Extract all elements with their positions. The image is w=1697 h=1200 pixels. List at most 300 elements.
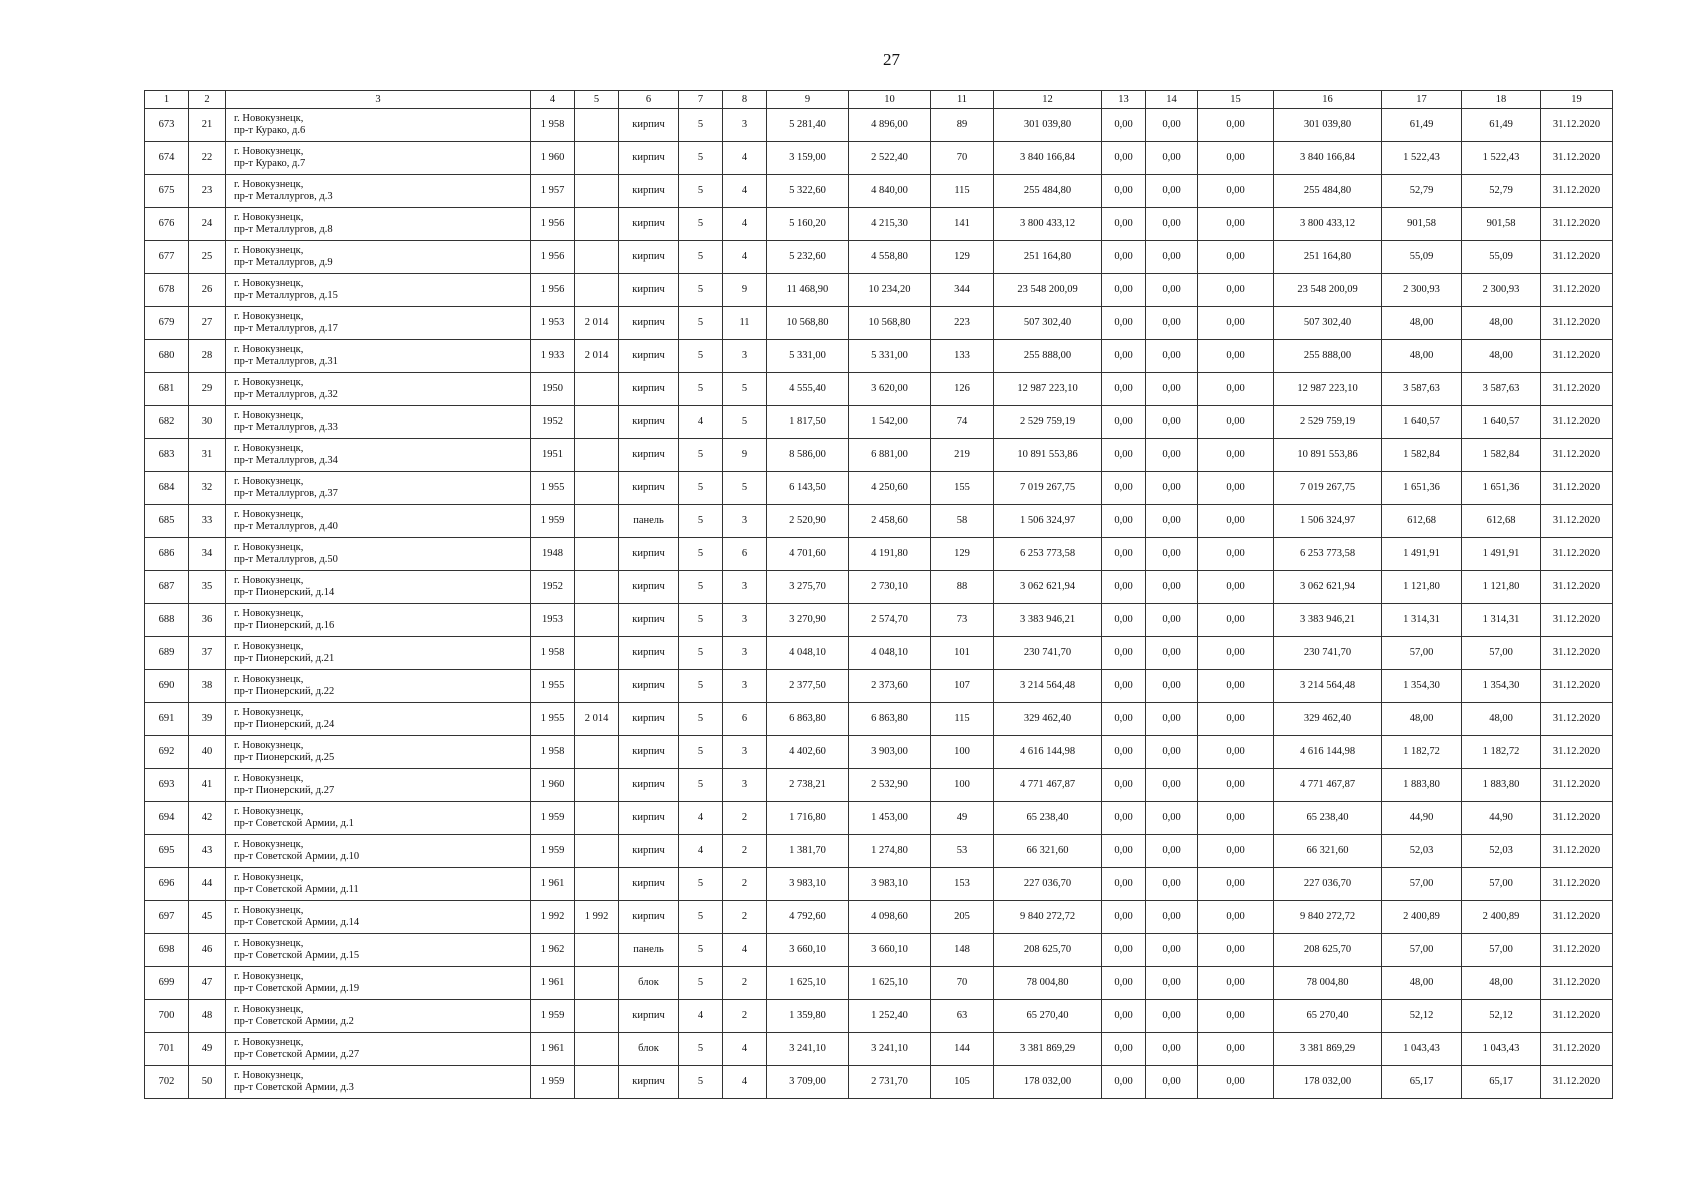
table-cell: 0,00	[1198, 967, 1274, 1000]
table-cell	[575, 241, 619, 274]
table-cell: 3	[723, 109, 767, 142]
table-cell: 3 587,63	[1382, 373, 1462, 406]
table-cell: 4 771 467,87	[1274, 769, 1382, 802]
column-header-16: 16	[1274, 91, 1382, 109]
table-cell: кирпич	[619, 1066, 679, 1099]
table-cell: 0,00	[1102, 571, 1146, 604]
table-cell: 0,00	[1102, 274, 1146, 307]
table-cell: 105	[931, 1066, 994, 1099]
table-cell: 0,00	[1102, 439, 1146, 472]
table-cell: 3	[723, 505, 767, 538]
table-cell: 66 321,60	[1274, 835, 1382, 868]
table-cell: 3 159,00	[767, 142, 849, 175]
table-cell: 2 738,21	[767, 769, 849, 802]
table-cell: панель	[619, 934, 679, 967]
table-cell: 5	[679, 769, 723, 802]
table-cell: 129	[931, 241, 994, 274]
table-cell: 9 840 272,72	[1274, 901, 1382, 934]
table-cell: 1 582,84	[1382, 439, 1462, 472]
table-cell: 50	[189, 1066, 226, 1099]
table-cell: кирпич	[619, 109, 679, 142]
table-cell: 1 959	[531, 1000, 575, 1033]
table-cell: 48,00	[1462, 340, 1541, 373]
table-cell: 46	[189, 934, 226, 967]
table-cell: 153	[931, 868, 994, 901]
table-cell: 48,00	[1382, 340, 1462, 373]
table-cell: 255 888,00	[994, 340, 1102, 373]
table-cell: 89	[931, 109, 994, 142]
address-cell: г. Новокузнецк, пр-т Советской Армии, д.27	[226, 1033, 531, 1066]
table-cell: 0,00	[1198, 538, 1274, 571]
column-header-7: 7	[679, 91, 723, 109]
table-cell: 1952	[531, 406, 575, 439]
table-cell: 3 062 621,94	[994, 571, 1102, 604]
table-cell: кирпич	[619, 901, 679, 934]
table-cell: 1 314,31	[1382, 604, 1462, 637]
table-cell: 0,00	[1146, 802, 1198, 835]
table-cell: 1 953	[531, 307, 575, 340]
table-cell: 2 731,70	[849, 1066, 931, 1099]
table-row	[145, 967, 1613, 1000]
table-cell: 31.12.2020	[1541, 1000, 1613, 1033]
table-cell: кирпич	[619, 538, 679, 571]
table-cell: 676	[145, 208, 189, 241]
table-cell: кирпич	[619, 307, 679, 340]
table-cell: 692	[145, 736, 189, 769]
column-header-13: 13	[1102, 91, 1146, 109]
table-cell: 695	[145, 835, 189, 868]
table-cell: 0,00	[1102, 1000, 1146, 1033]
table-cell	[575, 505, 619, 538]
table-cell: 1 354,30	[1462, 670, 1541, 703]
table-cell: 5	[679, 241, 723, 274]
table-cell: 0,00	[1198, 835, 1274, 868]
table-cell: 1 961	[531, 1033, 575, 1066]
table-cell: 31.12.2020	[1541, 274, 1613, 307]
table-cell	[575, 802, 619, 835]
table-cell: 1 506 324,97	[1274, 505, 1382, 538]
address-cell: г. Новокузнецк, пр-т Металлургов, д.17	[226, 307, 531, 340]
table-cell	[575, 835, 619, 868]
table-cell: 5	[679, 109, 723, 142]
table-cell: 680	[145, 340, 189, 373]
table-cell: панель	[619, 505, 679, 538]
address-cell: г. Новокузнецк, пр-т Курако, д.7	[226, 142, 531, 175]
table-cell: 4 191,80	[849, 538, 931, 571]
address-cell: г. Новокузнецк, пр-т Пионерский, д.14	[226, 571, 531, 604]
table-cell: 4 896,00	[849, 109, 931, 142]
address-cell: г. Новокузнецк, пр-т Металлургов, д.31	[226, 340, 531, 373]
table-cell: 0,00	[1102, 967, 1146, 1000]
table-cell: 0,00	[1146, 472, 1198, 505]
table-cell: 1 958	[531, 637, 575, 670]
table-cell: 1 956	[531, 208, 575, 241]
table-cell: 6 863,80	[767, 703, 849, 736]
table-cell: 6 863,80	[849, 703, 931, 736]
table-cell: 10 568,80	[767, 307, 849, 340]
table-cell: 155	[931, 472, 994, 505]
table-cell: 0,00	[1102, 241, 1146, 274]
table-cell	[575, 538, 619, 571]
table-cell: 1 961	[531, 967, 575, 1000]
table-cell: 0,00	[1198, 703, 1274, 736]
table-cell: 4	[679, 1000, 723, 1033]
table-cell: 3 241,10	[767, 1033, 849, 1066]
table-cell: 5	[679, 505, 723, 538]
table-row	[145, 373, 1613, 406]
table-cell: 0,00	[1146, 406, 1198, 439]
table-cell: 1 960	[531, 769, 575, 802]
table-cell: 0,00	[1102, 1066, 1146, 1099]
table-cell: 5 232,60	[767, 241, 849, 274]
table-cell: 1 314,31	[1462, 604, 1541, 637]
table-cell: 4	[679, 835, 723, 868]
table-cell: 2	[723, 835, 767, 868]
table-cell: 43	[189, 835, 226, 868]
table-row	[145, 439, 1613, 472]
table-cell: 0,00	[1198, 571, 1274, 604]
table-cell: 3 709,00	[767, 1066, 849, 1099]
table-row	[145, 670, 1613, 703]
table-cell: 52,79	[1382, 175, 1462, 208]
table-cell: 57,00	[1462, 934, 1541, 967]
table-cell: 23	[189, 175, 226, 208]
table-cell: 5	[679, 934, 723, 967]
table-cell: 0,00	[1102, 109, 1146, 142]
column-number-header-row	[145, 91, 1613, 109]
table-cell: 4	[723, 142, 767, 175]
table-cell: 27	[189, 307, 226, 340]
table-cell: 0,00	[1198, 1033, 1274, 1066]
table-cell: 44	[189, 868, 226, 901]
table-row	[145, 703, 1613, 736]
table-cell: 40	[189, 736, 226, 769]
table-cell: 2	[723, 868, 767, 901]
table-cell: 0,00	[1198, 1000, 1274, 1033]
table-cell: 2 529 759,19	[994, 406, 1102, 439]
table-cell: 11	[723, 307, 767, 340]
table-cell: 3	[723, 571, 767, 604]
table-cell: кирпич	[619, 604, 679, 637]
table-cell: 4 558,80	[849, 241, 931, 274]
table-cell: 3 381 869,29	[994, 1033, 1102, 1066]
table-cell: 1948	[531, 538, 575, 571]
table-cell: 5	[679, 472, 723, 505]
table-cell: 4 098,60	[849, 901, 931, 934]
address-cell: г. Новокузнецк, пр-т Пионерский, д.27	[226, 769, 531, 802]
table-cell: 31.12.2020	[1541, 1033, 1613, 1066]
column-header-2: 2	[189, 91, 226, 109]
table-cell: 0,00	[1102, 802, 1146, 835]
table-cell: 0,00	[1198, 901, 1274, 934]
table-cell: 1 957	[531, 175, 575, 208]
table-cell: кирпич	[619, 703, 679, 736]
table-cell	[575, 604, 619, 637]
column-header-10: 10	[849, 91, 931, 109]
table-cell: 673	[145, 109, 189, 142]
table-cell: 2	[723, 802, 767, 835]
table-cell: 1953	[531, 604, 575, 637]
table-cell: 48,00	[1382, 967, 1462, 1000]
table-cell: 219	[931, 439, 994, 472]
address-cell: г. Новокузнецк, пр-т Советской Армии, д.14	[226, 901, 531, 934]
table-row	[145, 208, 1613, 241]
table-cell: 0,00	[1102, 406, 1146, 439]
table-cell: 5	[679, 439, 723, 472]
table-cell: 0,00	[1102, 340, 1146, 373]
table-cell: 52,12	[1462, 1000, 1541, 1033]
table-cell: 0,00	[1102, 373, 1146, 406]
table-cell: 1 359,80	[767, 1000, 849, 1033]
table-cell: 31.12.2020	[1541, 472, 1613, 505]
table-cell: 699	[145, 967, 189, 1000]
table-cell: 26	[189, 274, 226, 307]
table-cell: 5	[679, 373, 723, 406]
table-cell: 3 381 869,29	[1274, 1033, 1382, 1066]
table-row	[145, 274, 1613, 307]
table-cell: 4 616 144,98	[994, 736, 1102, 769]
table-cell: 31.12.2020	[1541, 769, 1613, 802]
table-cell: 5	[723, 406, 767, 439]
table-cell: кирпич	[619, 637, 679, 670]
table-cell: 65 270,40	[1274, 1000, 1382, 1033]
table-cell: 3 983,10	[767, 868, 849, 901]
column-header-1: 1	[145, 91, 189, 109]
table-cell: 6 253 773,58	[994, 538, 1102, 571]
table-cell	[575, 439, 619, 472]
table-cell: 65,17	[1462, 1066, 1541, 1099]
table-cell: 507 302,40	[1274, 307, 1382, 340]
table-cell: 0,00	[1198, 274, 1274, 307]
table-cell: кирпич	[619, 340, 679, 373]
table-cell: кирпич	[619, 769, 679, 802]
table-cell: 2 300,93	[1382, 274, 1462, 307]
table-cell: 29	[189, 373, 226, 406]
address-cell: г. Новокузнецк, пр-т Советской Армии, д.11	[226, 868, 531, 901]
column-header-14: 14	[1146, 91, 1198, 109]
table-cell: 0,00	[1198, 637, 1274, 670]
table-cell	[575, 175, 619, 208]
table-cell: 1 959	[531, 802, 575, 835]
table-cell: 2 373,60	[849, 670, 931, 703]
table-cell: 4	[679, 802, 723, 835]
table-cell: кирпич	[619, 472, 679, 505]
table-cell: 1 354,30	[1382, 670, 1462, 703]
table-cell: 31.12.2020	[1541, 868, 1613, 901]
column-header-4: 4	[531, 91, 575, 109]
table-cell: 126	[931, 373, 994, 406]
table-cell: 208 625,70	[994, 934, 1102, 967]
table-cell: 24	[189, 208, 226, 241]
table-cell: 31.12.2020	[1541, 208, 1613, 241]
table-cell: 4 771 467,87	[994, 769, 1102, 802]
table-cell: 0,00	[1102, 901, 1146, 934]
table-cell: 0,00	[1146, 703, 1198, 736]
table-cell	[575, 736, 619, 769]
table-cell: 31	[189, 439, 226, 472]
table-cell: 0,00	[1198, 505, 1274, 538]
table-cell: 0,00	[1146, 868, 1198, 901]
table-row	[145, 835, 1613, 868]
table-cell: 23 548 200,09	[1274, 274, 1382, 307]
table-cell: 74	[931, 406, 994, 439]
table-cell: 2 377,50	[767, 670, 849, 703]
table-cell: 0,00	[1146, 175, 1198, 208]
table-cell: 1 955	[531, 670, 575, 703]
table-cell	[575, 274, 619, 307]
address-cell: г. Новокузнецк, пр-т Пионерский, д.25	[226, 736, 531, 769]
table-cell: 32	[189, 472, 226, 505]
table-cell: 1 959	[531, 505, 575, 538]
table-cell: 1 958	[531, 109, 575, 142]
table-cell: 0,00	[1102, 538, 1146, 571]
table-cell: 230 741,70	[1274, 637, 1382, 670]
table-cell: 1 716,80	[767, 802, 849, 835]
table-row	[145, 307, 1613, 340]
table-cell: 0,00	[1146, 835, 1198, 868]
table-cell: 31.12.2020	[1541, 703, 1613, 736]
table-cell: 901,58	[1382, 208, 1462, 241]
table-cell: 223	[931, 307, 994, 340]
table-cell: 44,90	[1462, 802, 1541, 835]
table-cell: 2 520,90	[767, 505, 849, 538]
table-cell: 31.12.2020	[1541, 604, 1613, 637]
table-cell: 31.12.2020	[1541, 175, 1613, 208]
table-cell: 9	[723, 274, 767, 307]
table-cell: 2 014	[575, 340, 619, 373]
table-cell: 53	[931, 835, 994, 868]
table-cell: кирпич	[619, 175, 679, 208]
table-cell: 251 164,80	[1274, 241, 1382, 274]
table-cell: 61,49	[1382, 109, 1462, 142]
table-cell: кирпич	[619, 373, 679, 406]
table-cell: 5	[723, 472, 767, 505]
table-cell	[575, 670, 619, 703]
table-cell: 696	[145, 868, 189, 901]
table-row	[145, 901, 1613, 934]
table-cell: 0,00	[1146, 736, 1198, 769]
table-cell: 4 250,60	[849, 472, 931, 505]
table-row	[145, 769, 1613, 802]
table-cell: 31.12.2020	[1541, 109, 1613, 142]
column-header-11: 11	[931, 91, 994, 109]
table-cell: 1 453,00	[849, 802, 931, 835]
table-cell: 2 574,70	[849, 604, 931, 637]
table-cell: 31.12.2020	[1541, 505, 1613, 538]
table-cell: 42	[189, 802, 226, 835]
table-cell: 5	[679, 307, 723, 340]
table-cell: 9 840 272,72	[994, 901, 1102, 934]
table-cell: 0,00	[1198, 934, 1274, 967]
table-cell: 0,00	[1102, 934, 1146, 967]
table-cell: 5	[679, 208, 723, 241]
table-cell: 3 270,90	[767, 604, 849, 637]
table-cell: 0,00	[1146, 340, 1198, 373]
table-cell: 2 730,10	[849, 571, 931, 604]
address-cell: г. Новокузнецк, пр-т Металлургов, д.9	[226, 241, 531, 274]
address-cell: г. Новокузнецк, пр-т Советской Армии, д.2	[226, 1000, 531, 1033]
table-cell: 52,12	[1382, 1000, 1462, 1033]
table-cell: 686	[145, 538, 189, 571]
table-cell: 205	[931, 901, 994, 934]
table-cell: 48	[189, 1000, 226, 1033]
table-cell	[575, 571, 619, 604]
table-cell: 49	[189, 1033, 226, 1066]
table-cell: 507 302,40	[994, 307, 1102, 340]
table-cell: 5	[679, 637, 723, 670]
table-cell: 612,68	[1462, 505, 1541, 538]
table-cell: 301 039,80	[994, 109, 1102, 142]
table-cell: 31.12.2020	[1541, 736, 1613, 769]
table-row	[145, 340, 1613, 373]
table-cell: 5	[679, 274, 723, 307]
table-cell: 5	[679, 670, 723, 703]
table-cell: 1 582,84	[1462, 439, 1541, 472]
table-cell: 4 402,60	[767, 736, 849, 769]
table-cell: 178 032,00	[994, 1066, 1102, 1099]
table-cell	[575, 1000, 619, 1033]
table-cell: 33	[189, 505, 226, 538]
table-cell: 694	[145, 802, 189, 835]
table-cell: 0,00	[1198, 340, 1274, 373]
table-cell: 0,00	[1146, 934, 1198, 967]
table-row	[145, 1033, 1613, 1066]
address-cell: г. Новокузнецк, пр-т Металлургов, д.3	[226, 175, 531, 208]
table-cell: 0,00	[1146, 571, 1198, 604]
table-cell: 31.12.2020	[1541, 934, 1613, 967]
address-cell: г. Новокузнецк, пр-т Металлургов, д.32	[226, 373, 531, 406]
table-cell: 697	[145, 901, 189, 934]
table-cell: 2 300,93	[1462, 274, 1541, 307]
table-cell: 61,49	[1462, 109, 1541, 142]
table-cell: 38	[189, 670, 226, 703]
table-cell: 690	[145, 670, 189, 703]
table-cell: 0,00	[1146, 373, 1198, 406]
table-cell: 3 383 946,21	[994, 604, 1102, 637]
table-cell: 5	[679, 736, 723, 769]
table-cell: 100	[931, 736, 994, 769]
table-cell: 4	[723, 241, 767, 274]
table-cell: 1952	[531, 571, 575, 604]
table-cell: 683	[145, 439, 189, 472]
table-cell: 230 741,70	[994, 637, 1102, 670]
table-row	[145, 109, 1613, 142]
table-cell: 0,00	[1146, 241, 1198, 274]
table-cell: 3 241,10	[849, 1033, 931, 1066]
table-cell: кирпич	[619, 868, 679, 901]
table-cell: 1 121,80	[1462, 571, 1541, 604]
table-cell: 1 959	[531, 1066, 575, 1099]
table-cell: 0,00	[1146, 439, 1198, 472]
table-cell: 3	[723, 340, 767, 373]
table-cell: 0,00	[1198, 472, 1274, 505]
table-cell: 0,00	[1146, 142, 1198, 175]
column-header-19: 19	[1541, 91, 1613, 109]
table-cell: 4 555,40	[767, 373, 849, 406]
table-cell: 73	[931, 604, 994, 637]
table-cell: 5	[723, 373, 767, 406]
table-cell: 1 992	[575, 901, 619, 934]
table-cell: 10 891 553,86	[1274, 439, 1382, 472]
table-cell: 2	[723, 967, 767, 1000]
table-cell: 1 883,80	[1462, 769, 1541, 802]
table-cell: кирпич	[619, 835, 679, 868]
table-cell: 689	[145, 637, 189, 670]
table-cell: кирпич	[619, 439, 679, 472]
table-cell: 1 381,70	[767, 835, 849, 868]
table-cell: 2 400,89	[1462, 901, 1541, 934]
table-cell: 1 274,80	[849, 835, 931, 868]
